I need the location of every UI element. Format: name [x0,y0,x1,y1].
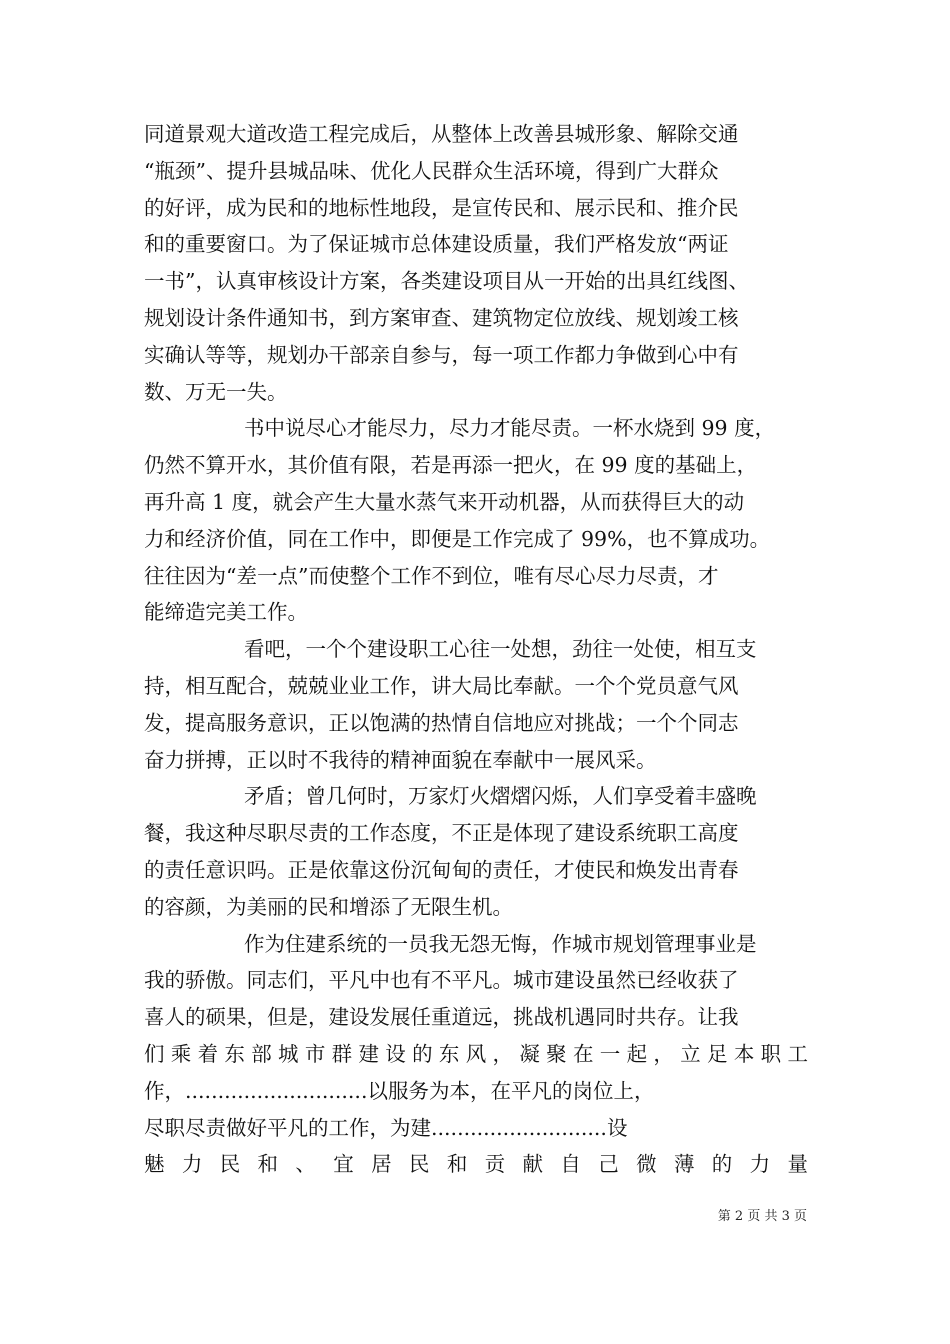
text-line: 餐，我这种尽职尽责的工作态度，不正是体现了建设系统职工高度 [144,821,739,846]
text-line: 再升高 1 度，就会产生大量水蒸气来开动机器，从而获得巨大的动 [144,489,745,514]
paragraph-start-line: 作为住建系统的一员我无怨无悔，作城市规划管理事业是 [244,931,757,956]
text-line: 规划设计条件通知书，到方案审查、建筑物定位放线、规划竣工核 [144,305,739,330]
text-line: 力和经济价值，同在工作中，即便是工作完成了 99%，也不算成功。 [144,526,771,551]
paragraph-start-line: 书中说尽心才能尽力，尽力才能尽责。一杯水烧到 99 度， [244,416,776,441]
page-number-footer: 第 2 页 共 3 页 [717,1209,807,1224]
text-line: 作，............................以服务为本，在平凡的岗位上， [144,1078,655,1103]
text-line: “瓶颈”、提升县城品味、优化人民群众生活环境，得到广大群众 [144,158,719,183]
text-line: 奋力拼搏，正以时不我待的精神面貌在奉献中一展风采。 [144,747,657,772]
text-line: 的容颜，为美丽的民和增添了无限生机。 [144,894,513,919]
text-line: 尽职尽责做好平凡的工作，为建...........................设 [144,1115,628,1140]
text-line: 喜人的硕果，但是，建设发展任重道远，挑战机遇同时共存。让我 [144,1005,739,1030]
paragraph-start-line: 矛盾；曾几何时，万家灯火熠熠闪烁，人们享受着丰盛晚 [244,784,757,809]
text-line: 的责任意识吗。正是依靠这份沉甸甸的责任，才使民和焕发出青春 [144,857,739,882]
text-line: 魅力民和、宜居民和贡献自己微薄的力量 [144,1152,808,1177]
text-line: 们乘着东部城市群建设的东风，凝聚在一起，立足本职工 [144,1041,808,1066]
text-line: 能缔造完美工作。 [144,600,308,625]
text-line: 数、万无一失。 [144,379,288,404]
text-line: 仍然不算开水，其价值有限，若是再添一把火，在 99 度的基础上， [144,453,758,478]
text-line: 一书”，认真审核设计方案，各类建设项目从一开始的出具红线图、 [144,269,749,294]
text-line: 和的重要窗口。为了保证城市总体建设质量，我们严格发放“两证 [144,232,729,257]
text-line: 发，提高服务意识，正以饱满的热情自信地应对挑战；一个个同志 [144,710,739,735]
text-line: 的好评，成为民和的地标性地段，是宣传民和、展示民和、推介民 [144,195,739,220]
text-line: 我的骄傲。同志们，平凡中也有不平凡。城市建设虽然已经收获了 [144,968,739,993]
text-line: 同道景观大道改造工程完成后，从整体上改善县城形象、解除交通 [144,122,739,146]
paragraph-start-line: 看吧，一个个建设职工心往一处想，劲往一处使，相互支 [244,637,757,662]
body-text [144,116,808,1183]
text-line: 实确认等等，规划办干部亲自参与，每一项工作都力争做到心中有 [144,342,739,367]
text-line: 持，相互配合，兢兢业业工作，讲大局比奉献。一个个党员意气风 [144,673,739,698]
text-line: 往往因为“差一点”而使整个工作不到位，唯有尽心尽力尽责，才 [144,563,719,588]
